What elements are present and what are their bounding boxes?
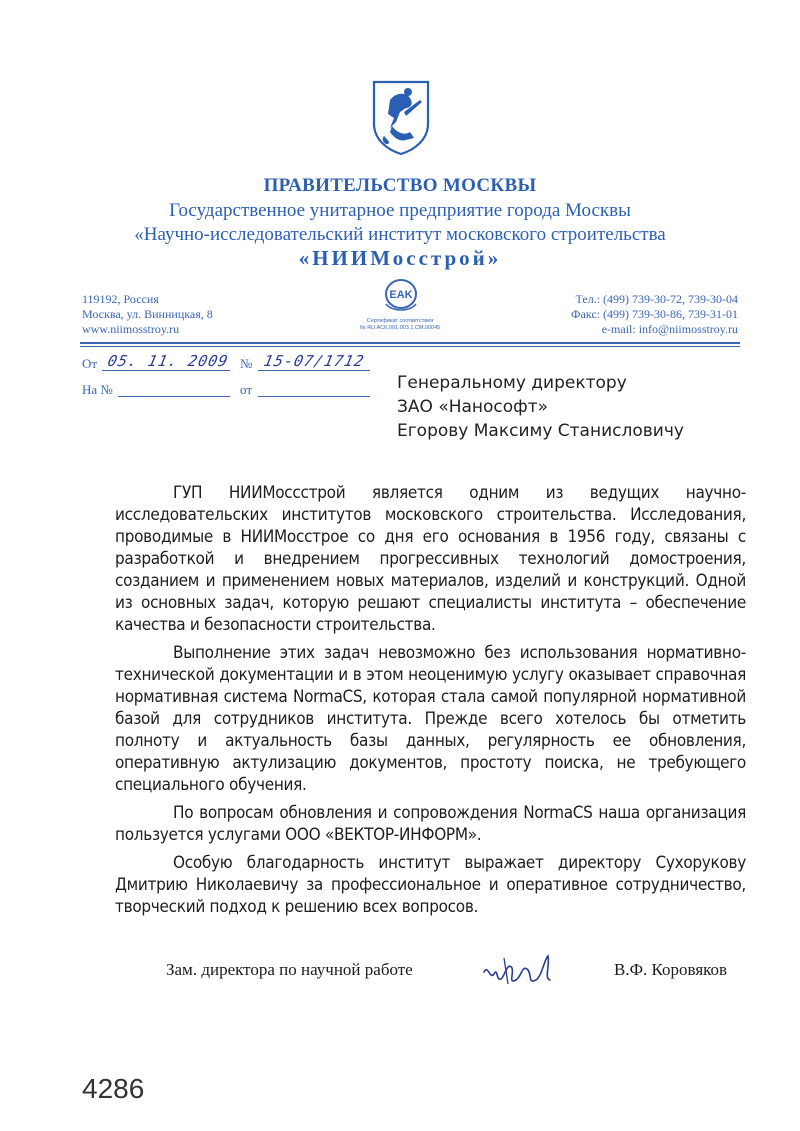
phone-number: Тел.: (499) 739-30-72, 739-30-04: [575, 292, 738, 306]
addressee-block: [397, 371, 684, 443]
organization-name-line2: «Научно-исследовательский институт московского строительства: [134, 224, 666, 245]
certificate-number: № RU.АСК.001.003.1.СМ.00045: [359, 325, 441, 331]
reply-number-field: [118, 382, 230, 397]
certificate-caption: [340, 318, 460, 332]
letterhead-divider-thin: [80, 346, 740, 347]
organization-short-name: «НИИМосстрой»: [298, 246, 502, 270]
document-number: 4286: [82, 1073, 145, 1104]
addressee-company: ЗАО «Нанософт»: [397, 397, 549, 417]
body-paragraph: ГУП НИИМоссстрой является одним из ведущих научно-исследовательских институтов московского строительства. Исследования, проводимые в НИИМосстрое со дня его основания в 1956 году, связаны с разработкой и внедрением прогрессивных технологий домостроения, созданием и применением новых материалов, изделий и конструкций. Одной из основных задач, которую решают специалисты института – обеспечение качества и безопасности строительства.: [115, 483, 746, 635]
letter-body: [115, 482, 746, 924]
certificate-line: Сертификат соответствия: [366, 318, 434, 324]
address-block: [82, 292, 213, 337]
number-label: №: [240, 356, 253, 371]
handwritten-signature-icon: [478, 950, 560, 990]
body-paragraph: По вопросам обновления и сопровождения NormaCS наша организация пользуется услугами ООО «ВЕКТОР-ИНФОРМ».: [115, 803, 746, 845]
number-value: 15-07/1712: [262, 352, 367, 370]
reply-date-field: [258, 382, 370, 397]
addressee-position: Генеральному директору: [397, 373, 627, 393]
letterhead-divider: [80, 342, 740, 344]
contacts-block: [571, 292, 738, 337]
email-link[interactable]: e-mail: info@niimosstroy.ru: [601, 322, 738, 336]
body-paragraph: Особую благодарность институт выражает директору Сухорукову Дмитрию Николаевичу за профессиональное и оперативное сотрудничество, творческий подход к решению всех вопросов.: [115, 853, 746, 917]
addressee-name: Егорову Максиму Станисловичу: [397, 421, 684, 441]
signatory-name: В.Ф. Коровяков: [614, 960, 728, 979]
government-title: ПРАВИТЕЛЬСТВО МОСКВЫ: [263, 175, 537, 196]
moscow-coat-of-arms-icon: [370, 78, 432, 156]
address-line: 119192, Россия: [82, 292, 159, 306]
fax-number: Факс: (499) 739-30-86, 739-31-01: [571, 307, 738, 321]
reply-date-label: от: [240, 382, 253, 397]
reply-number-label: На №: [82, 382, 113, 397]
eak-certification-logo-icon: [378, 278, 424, 314]
website-link[interactable]: www.niimosstroy.ru: [82, 322, 180, 336]
eak-logo-text: EAK: [389, 289, 413, 301]
body-paragraph: Выполнение этих задач невозможно без использования нормативно-технической документации и в этом неоценимую услугу оказывает справочная нормативная система NormaCS, которая стала самой популярной нормативной базой для сотрудников института. Прежде всего хотелось бы отметить полноту и актуальность базы данных, регулярность ее обновления, оперативную актулизацию документов, простоту поиска, не требующего специального обучения.: [115, 643, 746, 795]
from-date-label: От: [82, 356, 98, 371]
from-date-value: 05. 11. 2009: [106, 352, 231, 370]
organization-name-line1: Государственное унитарное предприятие города Москвы: [169, 200, 631, 221]
address-line: Москва, ул. Винницкая, 8: [82, 307, 213, 321]
signatory-title: Зам. директора по научной работе: [166, 960, 413, 979]
